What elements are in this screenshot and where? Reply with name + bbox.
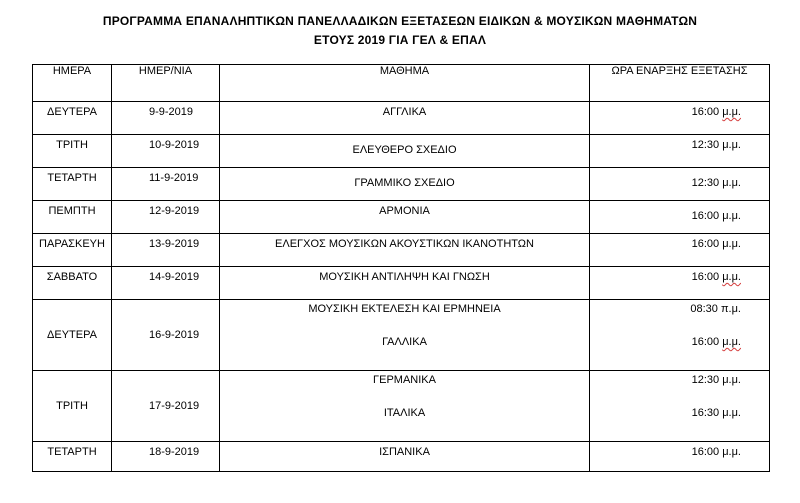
time-cell [590, 201, 770, 234]
time-hour: 16:00 [691, 271, 720, 283]
time-suffix: μ.μ. [722, 210, 741, 222]
time-hour: 12:30 [691, 139, 720, 151]
time-cell [590, 442, 770, 472]
time-cell [590, 168, 770, 201]
time-cell [590, 234, 770, 267]
title-line-2: ΕΤΟΥΣ 2019 ΓΙΑ ΓΕΛ & ΕΠΑΛ [313, 33, 487, 47]
date-cell: 11-9-2019 [112, 168, 220, 201]
date-cell: 14-9-2019 [112, 267, 220, 300]
date-cell: 9-9-2019 [112, 102, 220, 135]
date-cell: 16-9-2019 [112, 300, 220, 371]
time-line [590, 386, 741, 419]
subject-line: ΙΤΑΛΙΚΑ [383, 407, 426, 419]
day-cell: ΤΕΤΑΡΤΗ [33, 168, 112, 201]
subject-line: ΓΕΡΜΑΝΙΚΑ [373, 374, 436, 386]
time-line [590, 315, 741, 348]
time-suffix: μ.μ. [722, 271, 741, 283]
time-cell [590, 267, 770, 300]
date-cell: 12-9-2019 [112, 201, 220, 234]
time-line [590, 300, 741, 315]
time-cell [590, 102, 770, 135]
subject-cell [220, 371, 590, 442]
day-cell: ΠΑΡΑΣΚΕΥΗ [33, 234, 112, 267]
time-hour: 16:30 [691, 407, 720, 419]
time-hour: 16:00 [691, 210, 720, 222]
subject-cell: ΑΓΓΛΙΚΑ [220, 102, 590, 135]
document-title [0, 12, 800, 50]
time-cell [590, 300, 770, 371]
header-date: ΗΜΕΡ/ΝΙΑ [112, 65, 220, 102]
subject-cell: ΓΡΑΜΜΙΚΟ ΣΧΕΔΙΟ [220, 168, 590, 201]
day-cell: ΤΕΤΑΡΤΗ [33, 442, 112, 472]
header-day: ΗΜΕΡΑ [33, 65, 112, 102]
time-suffix: μ.μ. [722, 139, 741, 151]
time-hour: 08:30 [690, 303, 718, 315]
table-row [33, 201, 770, 234]
time-hour: 16:00 [691, 446, 720, 458]
time-suffix: μ.μ. [722, 106, 741, 118]
header-subject: ΜΑΘΗΜΑ [220, 65, 590, 102]
time-hour: 12:30 [691, 177, 720, 189]
day-cell: ΤΡΙΤΗ [33, 371, 112, 442]
date-cell: 18-9-2019 [112, 442, 220, 472]
title-line-1: ΠΡΟΓΡΑΜΜΑ ΕΠΑΝΑΛΗΠΤΙΚΩΝ ΠΑΝΕΛΛΑΔΙΚΩΝ ΕΞΕΤΑΣΕΩΝ ΕΙΔΙΚΩΝ & ΜΟΥΣΙΚΩΝ ΜΑΘΗΜΑΤΩΝ [102, 14, 698, 28]
table-row [33, 267, 770, 300]
subject-line: ΓΑΛΛΙΚΑ [382, 336, 427, 348]
table-row [33, 135, 770, 168]
day-cell: ΔΕΥΤΕΡΑ [33, 102, 112, 135]
day-cell: ΔΕΥΤΕΡΑ [33, 300, 112, 371]
date-cell: 10-9-2019 [112, 135, 220, 168]
time-suffix: μ.μ. [722, 446, 741, 458]
time-cell [590, 371, 770, 442]
table-row [33, 168, 770, 201]
header-time: ΩΡΑ ΕΝΑΡΞΗΣ ΕΞΕΤΑΣΗΣ [590, 65, 770, 102]
time-suffix: μ.μ. [722, 374, 741, 386]
table-row [33, 300, 770, 371]
day-cell: ΣΑΒΒΑΤΟ [33, 267, 112, 300]
time-suffix: μ.μ. [722, 407, 741, 419]
subject-cell: ΑΡΜΟΝΙΑ [220, 201, 590, 234]
time-hour: 16:00 [691, 238, 720, 250]
subject-cell: ΕΛΕΥΘΕΡΟ ΣΧΕΔΙΟ [220, 135, 590, 168]
table-row [33, 442, 770, 472]
time-line [590, 371, 741, 386]
date-cell: 13-9-2019 [112, 234, 220, 267]
subject-cell [220, 300, 590, 371]
time-hour: 16:00 [691, 336, 720, 348]
subject-cell: ΜΟΥΣΙΚΗ ΑΝΤΙΛΗΨΗ ΚΑΙ ΓΝΩΣΗ [220, 267, 590, 300]
day-cell: ΠΕΜΠΤΗ [33, 201, 112, 234]
time-cell [590, 135, 770, 168]
table-row [33, 234, 770, 267]
time-hour: 16:00 [691, 106, 720, 118]
time-suffix: μ.μ. [722, 238, 741, 250]
time-suffix: μ.μ. [722, 336, 741, 348]
day-cell: ΤΡΙΤΗ [33, 135, 112, 168]
date-cell: 17-9-2019 [112, 371, 220, 442]
subject-cell: ΙΣΠΑΝΙΚΑ [220, 442, 590, 472]
table-header-row [33, 65, 770, 102]
table-row [33, 102, 770, 135]
time-suffix: μ.μ. [722, 177, 741, 189]
time-hour: 12:30 [691, 374, 720, 386]
time-suffix: π.μ. [720, 303, 741, 315]
table-row [33, 371, 770, 442]
subject-line: ΜΟΥΣΙΚΗ ΕΚΤΕΛΕΣΗ ΚΑΙ ΕΡΜΗΝΕΙΑ [308, 303, 501, 315]
exam-schedule-table [32, 64, 770, 472]
subject-cell: ΕΛΕΓΧΟΣ ΜΟΥΣΙΚΩΝ ΑΚΟΥΣΤΙΚΩΝ ΙΚΑΝΟΤΗΤΩΝ [220, 234, 590, 267]
